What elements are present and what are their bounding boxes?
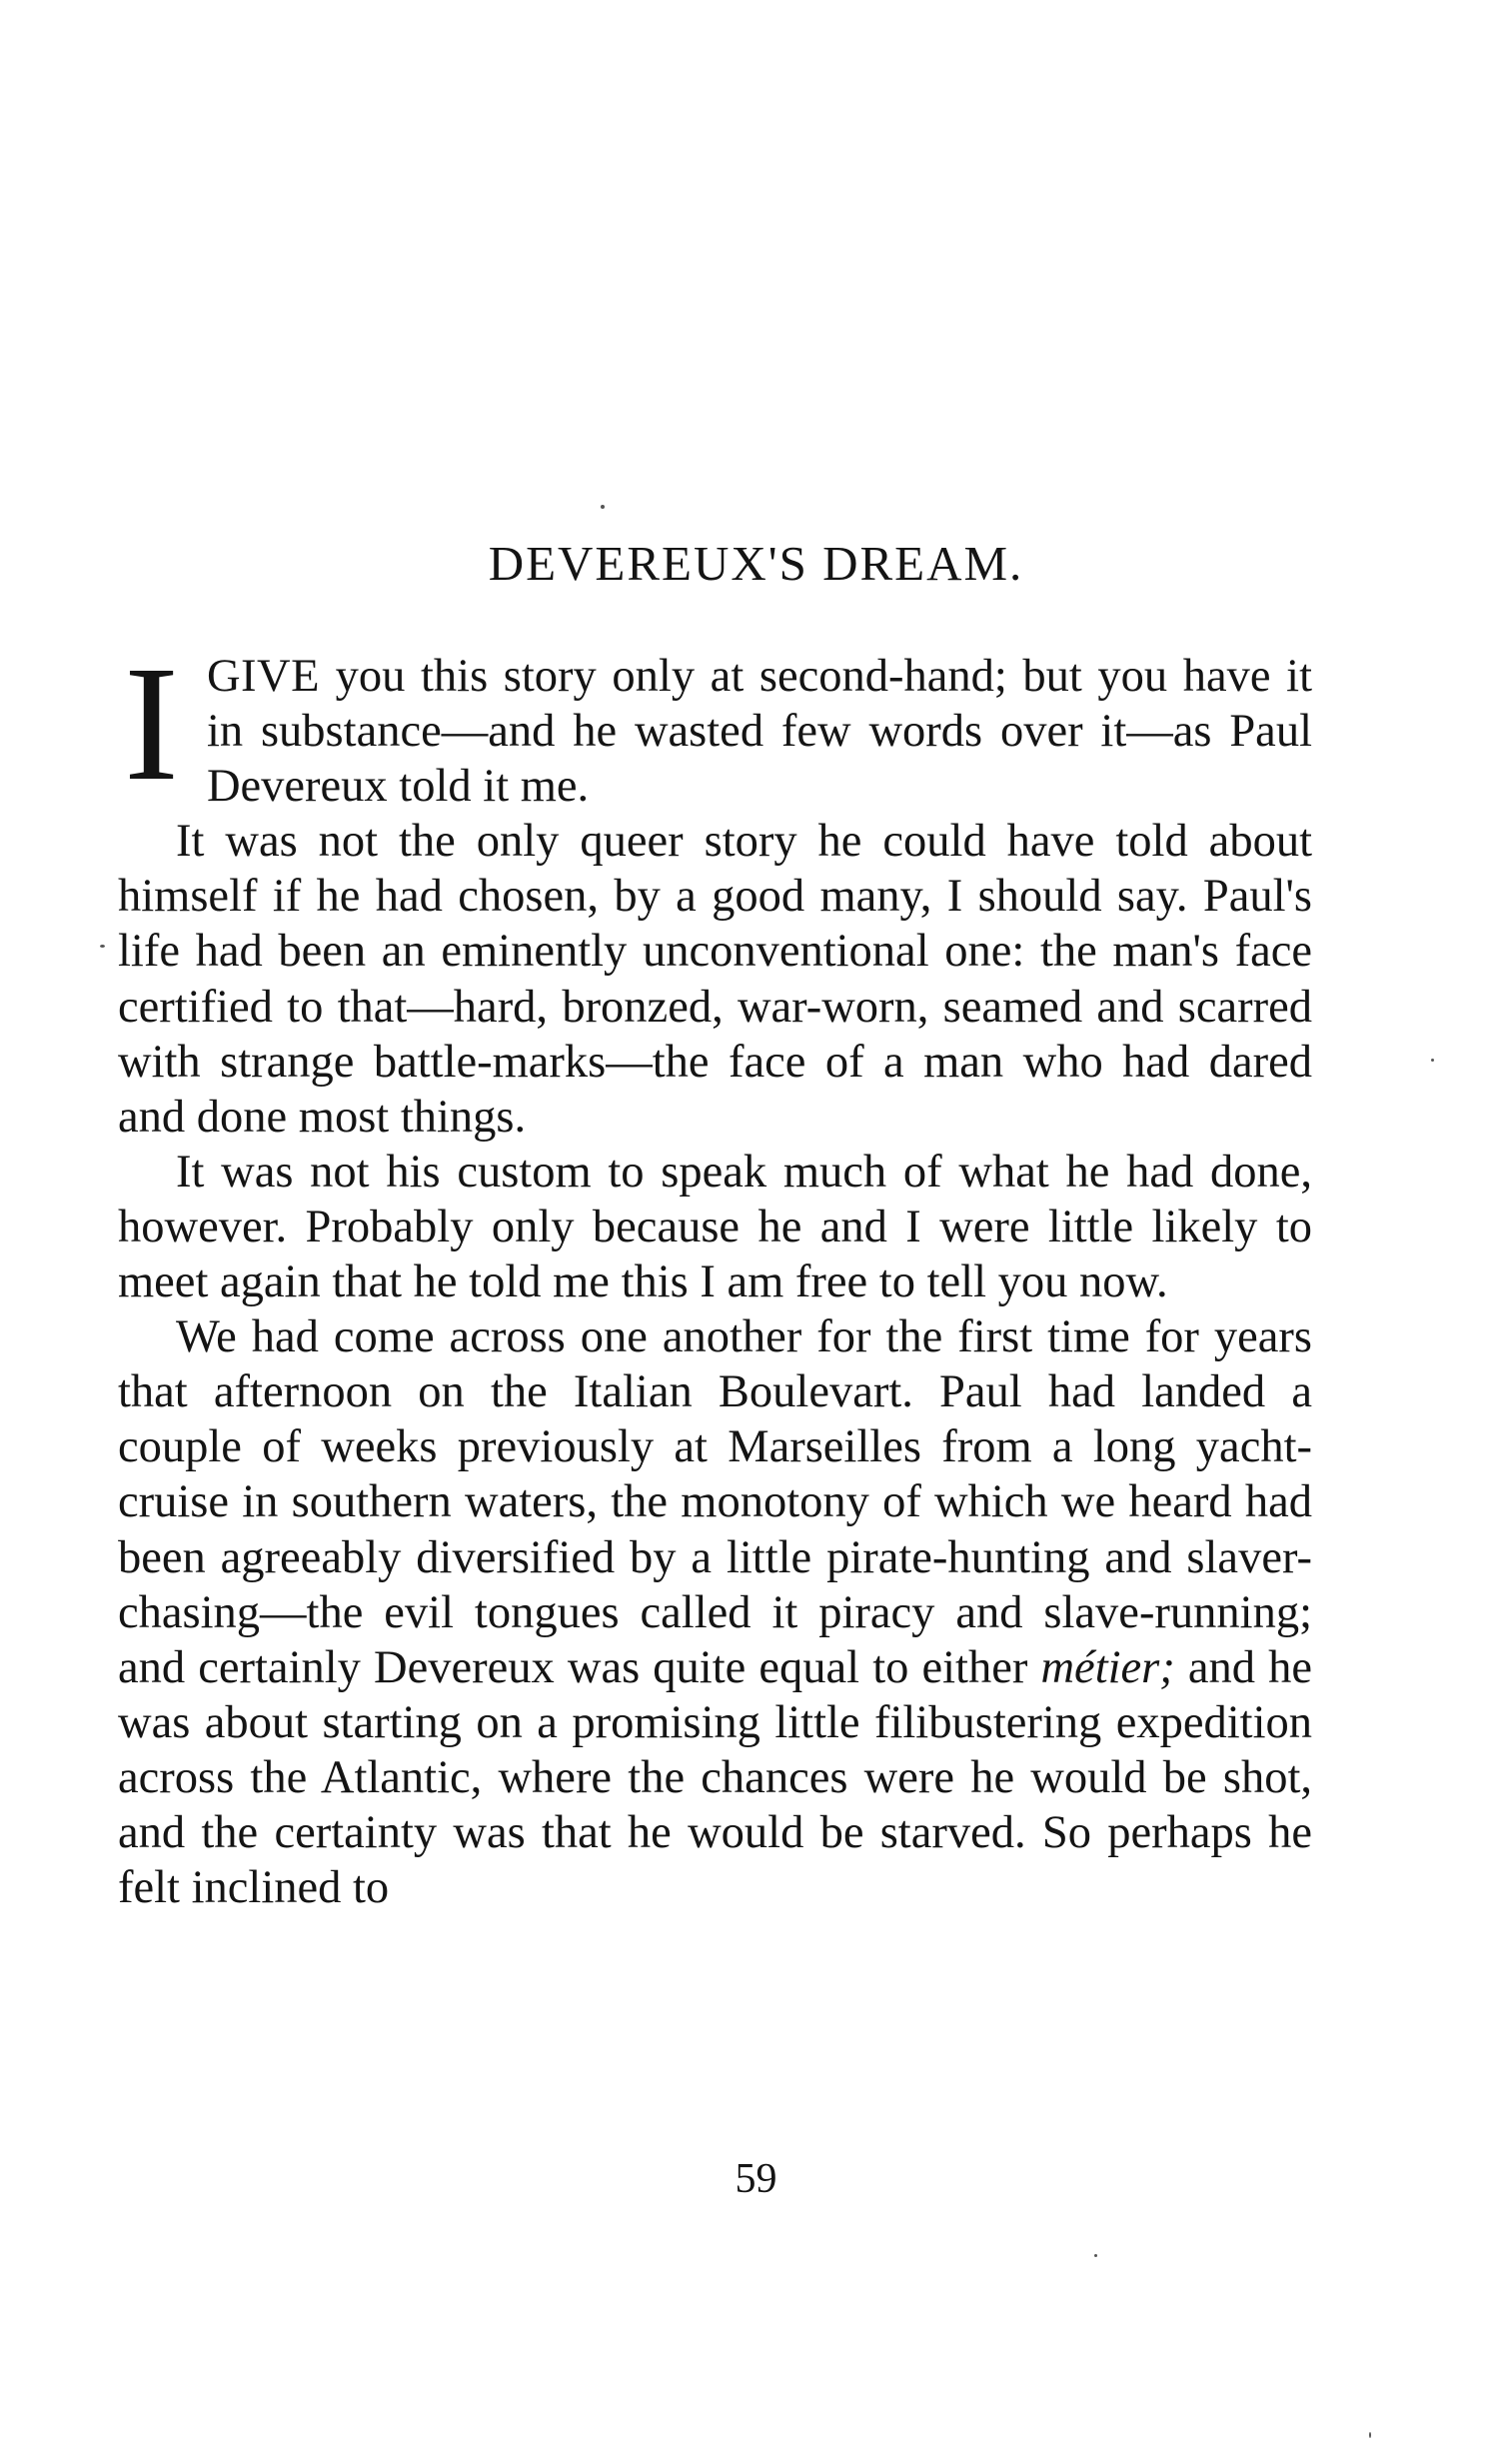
print-speck: [1431, 1059, 1434, 1062]
paragraph-4: [118, 1309, 1312, 1915]
body-text: [118, 632, 1313, 1915]
page-number: 59: [735, 2156, 777, 2202]
paragraph-1-lead: GIVE: [206, 651, 321, 702]
print-speck: [1369, 2432, 1371, 2438]
drop-cap: I: [124, 632, 179, 815]
paragraph-4-text-after: and he was about starting on a promising little filibustering expedition across the Atlantic, where the chances were he would be shot, and the certainty was that he would be starved. So perhaps he felt inclined to: [118, 1641, 1313, 1914]
paragraph-4-text-before: We had come across one another for the first time for years that afternoon on the Italian Boulevart. Paul had landed a couple of weeks previously at Marseilles from a long yacht-cruise in southern waters, the monotony of which we heard had been agreeably diversified by a little pirate-hunting and slaver-chasing—the evil tongues called it piracy and slave-running; and certainly Devereux was quite equal to either: [118, 1311, 1312, 1693]
paragraph-2: It was not the only queer story he could have told about himself if he had chosen, by a good many, I should say. Paul's life had been an eminently unconventional one: the man's face certified to that—hard, bronzed, war-worn, seamed and scarred with strange battle-marks—the face of a man who had dared and done most things.: [118, 816, 1312, 1143]
paragraph-1: [118, 632, 1312, 815]
paragraph-3: It was not his custom to speak much of what he had done, however. Probably only because he and I were little likely to meet again that he told me this I am free to tell you now.: [118, 1146, 1312, 1308]
paragraph-1-text: you this story only at second-hand; but you have it in substance—and he wasted few words over it—as Paul Devereux told it me.: [206, 651, 1312, 813]
print-speck: [1094, 2254, 1097, 2257]
chapter-title: DEVEREUX'S DREAM.: [488, 536, 1024, 591]
print-speck: [100, 945, 105, 948]
paragraph-4-italic-word: métier;: [1040, 1641, 1175, 1693]
print-speck: [601, 505, 605, 509]
